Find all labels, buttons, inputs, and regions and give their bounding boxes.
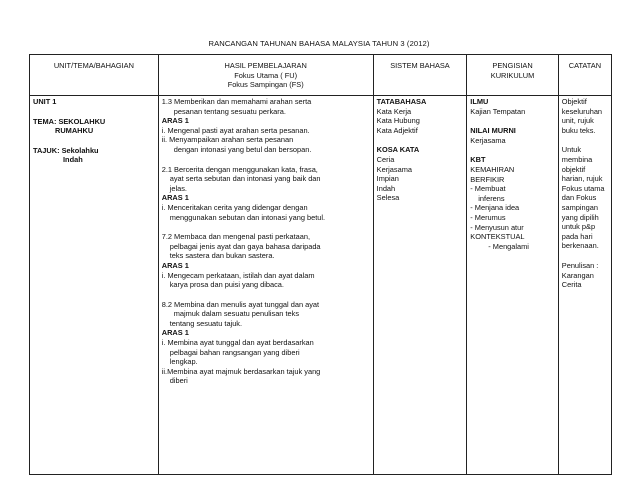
catatan-line: objektif bbox=[561, 164, 586, 174]
tema-value: RUMAHKU bbox=[55, 126, 94, 136]
hasil-line: pesanan tentang sesuatu perkara. bbox=[173, 106, 286, 116]
kosa-kata-item: Impian bbox=[376, 174, 399, 184]
unit-label: UNIT 1 bbox=[33, 97, 57, 106]
hasil-line: ii.Membina ayat majmuk berdasarkan tajuk yang bbox=[161, 366, 321, 376]
catatan-line: pada hari bbox=[561, 231, 593, 241]
catatan-line: harian, rujuk bbox=[561, 174, 603, 184]
tema-label: TEMA: SEKOLAHKU bbox=[33, 116, 106, 126]
hasil-line: pelbagai jenis ayat dan gaya bahasa daripada bbox=[169, 241, 321, 251]
hasil-line: menggunakan sebutan dan intonasi yang betul. bbox=[169, 212, 326, 222]
hasil-line: i. Mengenal pasti ayat arahan serta pesanan. bbox=[161, 125, 310, 135]
catatan-line: Objektif bbox=[561, 97, 587, 106]
hasil-line: ii. Menyampaikan arahan serta pesanan bbox=[161, 135, 294, 145]
tatabahasa-label: TATABAHASA bbox=[376, 97, 427, 106]
header-pengisian-line: PENGISIAN bbox=[492, 61, 533, 70]
hasil-line: i. Menceritakan cerita yang didengar dengan bbox=[161, 202, 308, 212]
catatan-line: unit, rujuk bbox=[561, 116, 594, 126]
hasil-line: majmuk dalam sesuatu penulisan teks bbox=[173, 309, 300, 319]
pengisian-cell bbox=[467, 96, 559, 475]
hasil-line: dengan intonasi yang betul dan bersopan. bbox=[173, 144, 312, 154]
berfikir-label: BERFIKIR bbox=[470, 174, 505, 184]
catatan-line: untuk p&p bbox=[561, 222, 596, 232]
catatan-line: Penulisan : bbox=[561, 260, 599, 270]
tajuk-value: Indah bbox=[63, 155, 83, 165]
hasil-line: i. Mengecam perkataan, istilah dan ayat dalam bbox=[161, 270, 315, 280]
tajuk-label: TAJUK: Sekolahku bbox=[33, 145, 99, 155]
kbt-item: inferens bbox=[478, 193, 505, 203]
catatan-line: Karangan bbox=[561, 270, 594, 280]
kbt-label: KBT bbox=[470, 155, 486, 165]
hasil-line: 7.2 Membaca dan mengenal pasti perkataan, bbox=[161, 232, 311, 242]
kosa-kata-item: Selesa bbox=[376, 193, 400, 203]
hasil-aras: ARAS 1 bbox=[161, 116, 189, 126]
ilmu-label: ILMU bbox=[470, 97, 489, 106]
hasil-line: teks sastera dan bukan sastera. bbox=[169, 251, 275, 261]
catatan-line: yang dipilih bbox=[561, 212, 599, 222]
hasil-cell bbox=[158, 96, 373, 475]
hasil-line: 8.2 Membina dan menulis ayat tunggal dan ayat bbox=[161, 299, 320, 309]
kbt-item: - Membuat bbox=[470, 184, 506, 194]
hasil-aras: ARAS 1 bbox=[161, 260, 189, 270]
kbt-item: - Merumus bbox=[470, 212, 506, 222]
hasil-line: karya prosa dan puisi yang dibaca. bbox=[169, 280, 284, 290]
hasil-line: pelbagai bahan rangsangan yang diberi bbox=[169, 347, 300, 357]
kosa-kata-item: Kerjasama bbox=[376, 164, 412, 174]
header-sistem: SISTEM BAHASA bbox=[373, 55, 467, 96]
ilmu-value: Kajian Tempatan bbox=[470, 106, 526, 116]
catatan-line: keseluruhan bbox=[561, 106, 603, 116]
document-title: RANCANGAN TAHUNAN BAHASA MALAYSIA TAHUN 3 (2012) bbox=[208, 39, 430, 48]
catatan-line: dan Fokus bbox=[561, 193, 597, 203]
tatabahasa-item: Kata Kerja bbox=[376, 106, 412, 116]
hasil-line: 2.1 Bercerita dengan menggunakan kata, frasa, bbox=[161, 164, 318, 174]
unit-cell bbox=[30, 96, 159, 475]
kosa-kata-item: Ceria bbox=[376, 154, 395, 164]
hasil-line: 1.3 Memberikan dan memahami arahan serta bbox=[161, 97, 312, 106]
catatan-line: membina bbox=[561, 154, 593, 164]
hasil-line: lengkap. bbox=[169, 357, 198, 367]
kbt-item: - Menyusun atur bbox=[470, 222, 524, 232]
sistem-cell bbox=[373, 96, 467, 475]
hasil-line: i. Membina ayat tunggal dan ayat berdasarkan bbox=[161, 338, 314, 348]
header-row bbox=[30, 55, 612, 96]
tatabahasa-item: Kata Adjektif bbox=[376, 125, 418, 135]
catatan-line: Untuk bbox=[561, 145, 582, 155]
header-unit: UNIT/TEMA/BAHAGIAN bbox=[30, 55, 159, 96]
header-pengisian-line: KURIKULUM bbox=[490, 70, 535, 80]
hasil-line: ayat serta sebutan dan intonasi yang baik dan bbox=[169, 174, 321, 184]
header-hasil-line: Fokus Utama ( FU) bbox=[234, 70, 298, 80]
catatan-line: Fokus utama bbox=[561, 183, 605, 193]
header-pengisian bbox=[467, 55, 559, 96]
hasil-aras: ARAS 1 bbox=[161, 328, 189, 338]
kosa-kata-label: KOSA KATA bbox=[376, 145, 420, 155]
hasil-line: tentang sesuatu tajuk. bbox=[169, 318, 243, 328]
catatan-line: sampingan bbox=[561, 202, 598, 212]
header-hasil bbox=[158, 55, 373, 96]
catatan-line: Cerita bbox=[561, 280, 582, 290]
kbt-item: - Mengalami bbox=[488, 241, 529, 251]
hasil-aras: ARAS 1 bbox=[161, 193, 189, 203]
tatabahasa-item: Kata Hubung bbox=[376, 116, 420, 126]
header-hasil-line: Fokus Sampingan (FS) bbox=[227, 80, 304, 90]
kbt-item: KONTEKSTUAL bbox=[470, 232, 525, 242]
catatan-cell bbox=[558, 96, 611, 475]
kemahiran-label: KEMAHIRAN bbox=[470, 164, 515, 174]
nilai-value: Kerjasama bbox=[470, 135, 506, 145]
catatan-line: buku teks. bbox=[561, 125, 596, 135]
catatan-line: berkenaan. bbox=[561, 241, 599, 251]
hasil-line: diberi bbox=[169, 376, 188, 386]
header-hasil-line: HASIL PEMBELAJARAN bbox=[224, 61, 307, 70]
header-catatan: CATATAN bbox=[558, 55, 611, 96]
hasil-line: jelas. bbox=[169, 183, 187, 193]
plan-table bbox=[29, 54, 612, 475]
kbt-item: - Menjana idea bbox=[470, 203, 520, 213]
kosa-kata-item: Indah bbox=[376, 183, 396, 193]
content-row bbox=[30, 96, 612, 475]
nilai-label: NILAI MURNI bbox=[470, 126, 516, 136]
